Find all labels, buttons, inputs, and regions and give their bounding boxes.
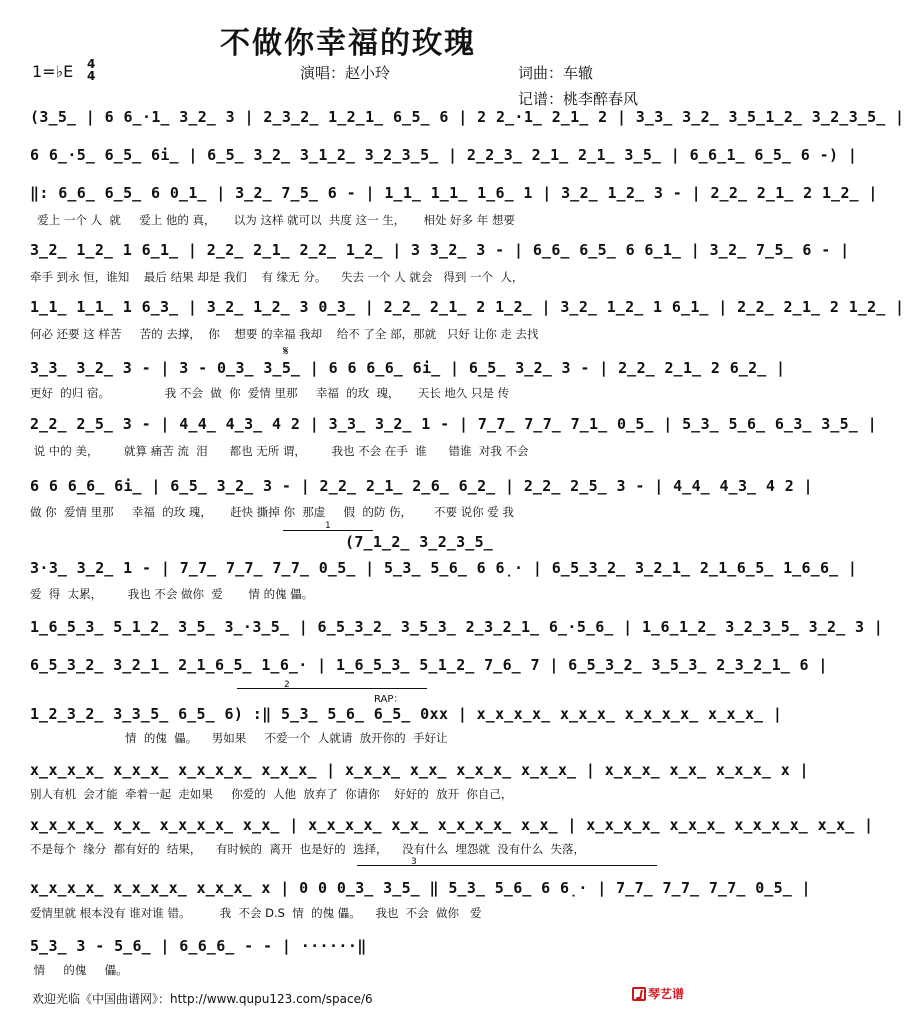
key-signature: 1=♭E <box>32 62 74 81</box>
lyric-line-4: 牵手 到永 恒，谁知 最后 结果 却是 我们 有 缘无 分。 失去 一个 人 就会 得到 一个 人， <box>30 270 524 284</box>
notation-line-6: 3̲3̲ 3̲2̲ 3 - | 3 - 0̲3̲ 3̲5̲ | 6 6 6̲6̲ 6i̲ | 6̲5̲ 3̲2̲ 3 - | 2̲2̲ 2̲1̲ 2 6̲2̲ | <box>30 359 786 377</box>
notation-line-9: 3·3̲ 3̲2̲ 1 - | 7̲7̲ 7̲7̲ 7̲7̲ 0̲5̲ | 5̲3̲ 5̲6̲ 6 6̣· | 6̲5̲3̲2̲ 3̲2̲1̲ 2̲1̲6̲5̲ 1̲6̲6̲ | <box>30 559 858 577</box>
volta-2-number: 2 <box>284 680 290 690</box>
transcriber-credit: 记谱：桃李醉春风 <box>518 90 639 108</box>
lyric-line-3: 爱上 一个 人 就 爱上 他的 真， 以为 这样 就可以 共度 这一 生， 相处 好多 年 想要 <box>30 213 515 227</box>
volta-3-number: 3 <box>411 857 417 867</box>
notation-line-10: 1̲6̲5̲3̲ 5̲1̲2̲ 3̲5̲ 3̲·3̲5̲ | 6̲5̲3̲2̲ 3̲5̲3̲ 2̲3̲2̲1̲ 6̲·5̲6̲ | 1̲6̲1̲2̲ 3̲2̲3̲5̲ 3̲2̲ 3 | <box>30 618 884 636</box>
time-signature-top: 4 <box>87 57 96 71</box>
volta-1-number: 1 <box>325 521 331 531</box>
lyric-line-6: 更好 的归 宿。 我 不会 做 你 爱情 里那 幸福 的玫 瑰， 天长 地久 只是 传 <box>30 386 510 400</box>
time-signature-bottom: 4 <box>87 69 96 83</box>
notation-line-8: 6 6 6̲6̲ 6i̲ | 6̲5̲ 3̲2̲ 3 - | 2̲2̲ 2̲1̲ 2̲6̲ 6̲2̲ | 2̲2̲ 2̲5̲ 3 - | 4̲4̲ 4̲3̲ 4 2 | <box>30 477 813 495</box>
lyric-line-15: 爱情里就 根本没有 谁对谁 错。 我 不会 D.S 情 的傀 儡。 我也 不会 做你 爱 <box>30 906 482 920</box>
notation-paren-phrase: (7̲1̲2̲ 3̲2̲3̲5̲ <box>345 533 494 551</box>
lyric-line-14: 不是每个 缘分 都有好的 结果， 有时候的 离开 也是好的 选择， 没有什么 埋怨就 没有什么 失落， <box>30 842 586 856</box>
singer-credit: 演唱：赵小玲 <box>300 64 391 82</box>
notation-line-7: 2̲2̲ 2̲5̲ 3 - | 4̲4̲ 4̲3̲ 4 2 | 3̲3̲ 3̲2̲ 1 - | 7̲7̲ 7̲7̲ 7̲1̲ 0̲5̲ | 5̲3̲ 5̲6̲ 6̲3̲ 3̲5̲ | <box>30 415 877 433</box>
notation-line-11: 6̲5̲3̲2̲ 3̲2̲1̲ 2̲1̲6̲5̲ 1̲6̲· | 1̲6̲5̲3̲ 5̲1̲2̲ 7̲6̲ 7 | 6̲5̲3̲2̲ 3̲5̲3̲ 2̲3̲2̲1̲ 6 | <box>30 656 828 674</box>
logo-text: 琴艺谱 <box>648 987 685 1001</box>
composer-credit: 词曲：车辙 <box>518 64 594 82</box>
lyric-line-12: 情 的傀 儡。 男如果 不爱一个 人就请 放开你的 手好让 <box>30 731 448 745</box>
notation-line-2: 6 6̲·5̲ 6̲5̲ 6i̲ | 6̲5̲ 3̲2̲ 3̲1̲2̲ 3̲2̲3̲5̲ | 2̲2̲3̲ 2̲1̲ 2̲1̲ 3̲5̲ | 6̲6̲1̲ 6̲5̲ 6 -) | <box>30 146 858 164</box>
notation-line-12: 1̲2̲3̲2̲ 3̲3̲5̲ 6̲5̲ 6) :‖ 5̲3̲ 5̲6̲ 6̲5̲ 0xx | x̲x̲x̲x̲ x̲x̲x̲ x̲x̲x̲x̲ x̲x̲x̲ | <box>30 705 783 723</box>
notation-line-16: 5̲3̲ 3 - 5̲6̲ | 6̲6̲6̲ - - | ······‖ <box>30 937 367 955</box>
notation-line-5: 1̲1̲ 1̲1̲ 1 6̲3̲ | 3̲2̲ 1̲2̲ 3 0̲3̲ | 2̲2̲ 2̲1̲ 2 1̲2̲ | 3̲2̲ 1̲2̲ 1 6̲1̲ | 2̲2̲ 2̲1̲ 2 1̲2̲ | <box>30 298 905 316</box>
notation-line-1: (3̲5̲ | 6 6̲·1̲ 3̲2̲ 3 | 2̲3̲2̲ 1̲2̲1̲ 6̲5̲ 6 | 2 2̲·1̲ 2̲1̲ 2 | 3̲3̲ 3̲2̲ 3̲5̲1̲2̲ 3̲2̲3̲5̲ | <box>30 108 905 126</box>
segno-mark: 𝄋 <box>283 344 289 359</box>
notation-line-3: ‖: 6̲6̲ 6̲5̲ 6 0̲1̲ | 3̲2̲ 7̲5̲ 6 - | 1̲1̲ 1̲1̲ 1̲6̲ 1 | 3̲2̲ 1̲2̲ 3 - | 2̲2̲ 2̲1̲ 2 1̲2̲ | <box>30 184 878 202</box>
lyric-line-7: 说 中的 美， 就算 痛苦 流 泪 都也 无所 谓， 我也 不会 在手 谁 错谁 对我 不会 <box>30 444 529 458</box>
logo-icon <box>632 987 646 1001</box>
lyric-line-16: 情 的傀 儡。 <box>30 963 128 977</box>
lyric-line-13: 别人有机 会才能 牵着一起 走如果 你爱的 人他 放弃了 你请你 好好的 放开 你自己， <box>30 787 513 801</box>
time-signature <box>87 58 95 82</box>
lyric-line-9: 爱 得 太累， 我也 不会 做你 爱 情 的傀 儡。 <box>30 587 314 601</box>
volta-3-line <box>357 865 657 866</box>
notation-line-13: x̲x̲x̲x̲ x̲x̲x̲ x̲x̲x̲x̲ x̲x̲x̲ | x̲x̲x̲ x̲x̲ x̲x̲x̲ x̲x̲x̲ | x̲x̲x̲ x̲x̲ x̲x̲x̲ x | <box>30 761 809 779</box>
notation-line-15: x̲x̲x̲x̲ x̲x̲x̲x̲ x̲x̲x̲ x | 0 0 0̲3̲ 3̲5̲ ‖ 5̲3̲ 5̲6̲ 6 6̣· | 7̲7̲ 7̲7̲ 7̲7̲ 0̲5̲ | <box>30 879 811 897</box>
lyric-line-5: 何必 还要 这 样苦 苦的 去撑， 你 想要 的幸福 我却 给不 了全 部，那就 只好 让你 走 去找 <box>30 327 539 341</box>
site-logo <box>632 985 684 1002</box>
lyric-line-8: 做 你 爱情 里那 幸福 的玫 瑰， 赶快 撕掉 你 那虚 假 的防 伤， 不要 说你 爱 我 <box>30 505 514 519</box>
song-title: 不做你幸福的玫瑰 <box>220 26 476 61</box>
rap-label: RAP： <box>374 694 404 705</box>
footer-credit: 欢迎光临《中国曲谱网》：http://www.qupu123.com/space/6 <box>32 992 373 1006</box>
notation-line-14: x̲x̲x̲x̲ x̲x̲ x̲x̲x̲x̲ x̲x̲ | x̲x̲x̲x̲ x̲x̲ x̲x̲x̲x̲ x̲x̲ | x̲x̲x̲x̲ x̲x̲x̲ x̲x̲x̲x̲ x̲x̲ | <box>30 816 874 834</box>
volta-2-line <box>237 688 427 689</box>
notation-line-4: 3̲2̲ 1̲2̲ 1 6̲1̲ | 2̲2̲ 2̲1̲ 2̲2̲ 1̲2̲ | 3 3̲2̲ 3 - | 6̲6̲ 6̲5̲ 6 6̲1̲ | 3̲2̲ 7̲5̲ 6 - | <box>30 241 850 259</box>
